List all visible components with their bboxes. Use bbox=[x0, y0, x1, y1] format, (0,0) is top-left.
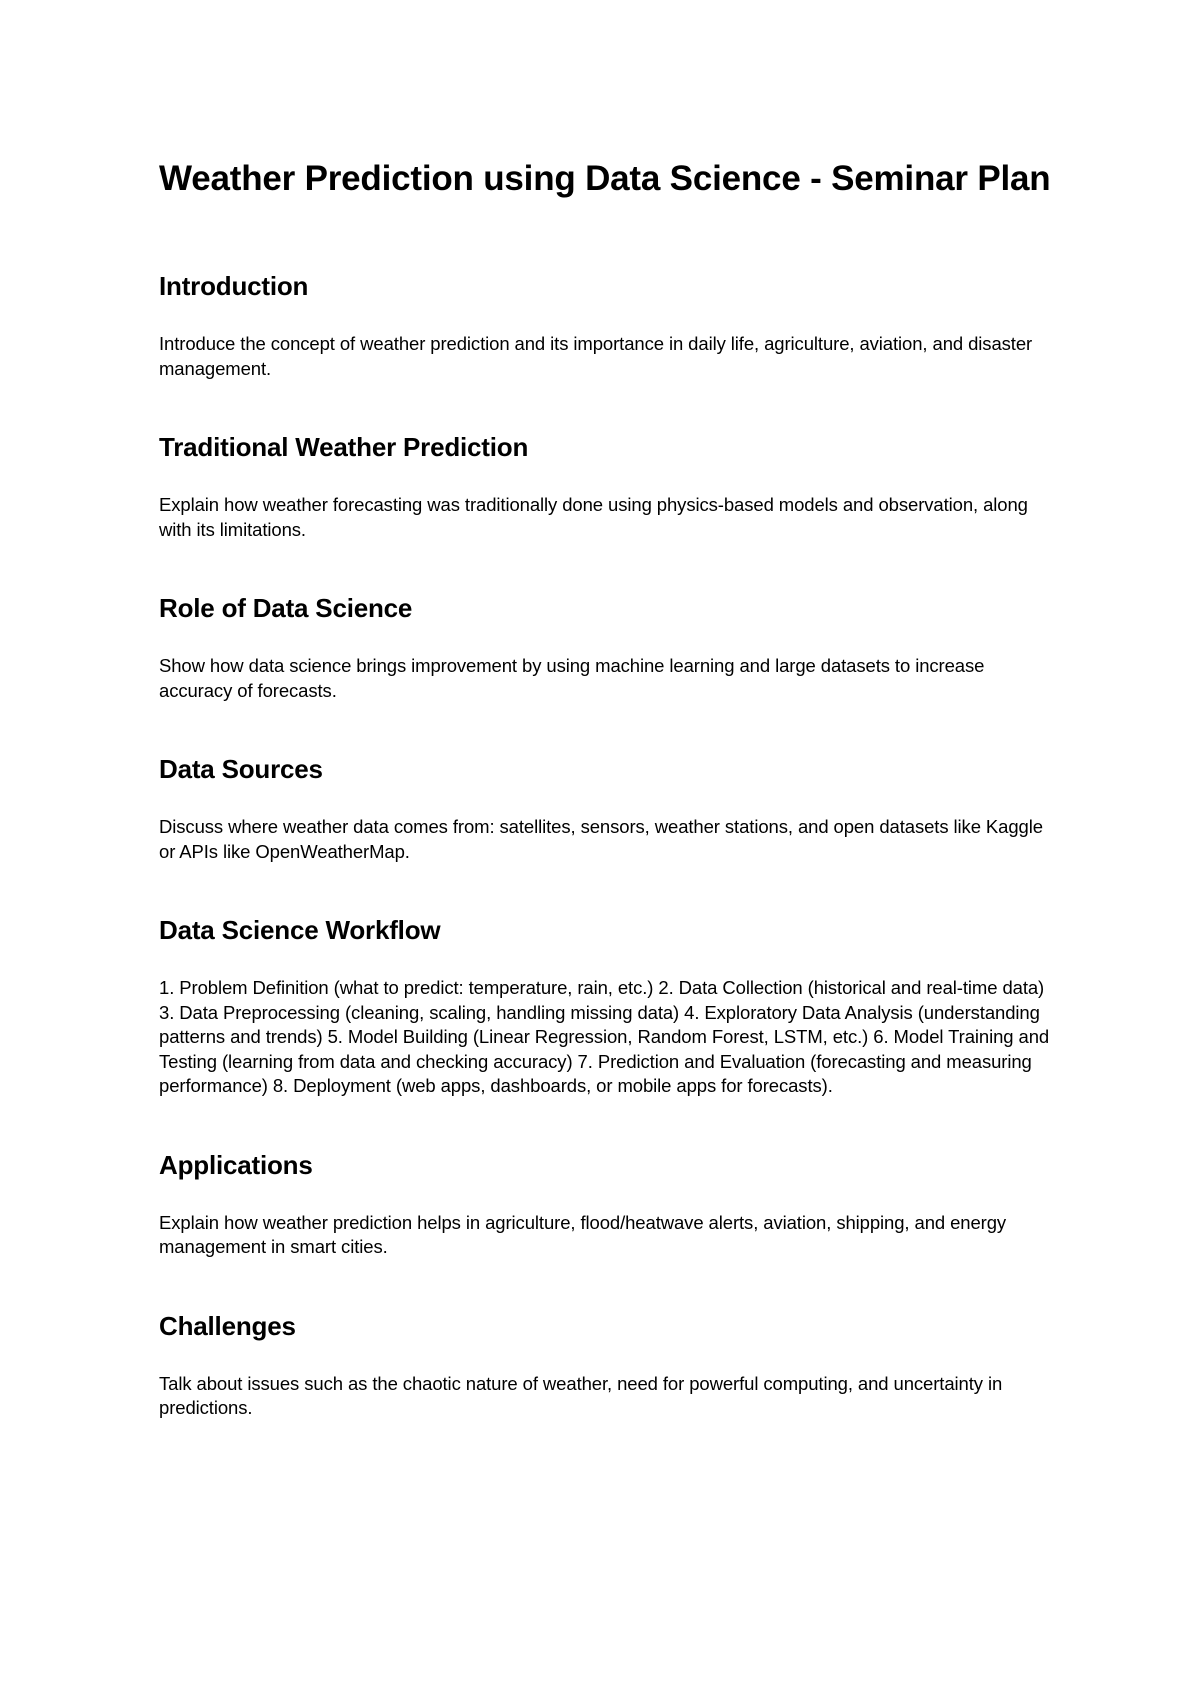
section-heading: Data Sources bbox=[159, 754, 323, 784]
section-heading: Challenges bbox=[159, 1310, 296, 1341]
section-heading: Data Science Workflow bbox=[159, 915, 441, 945]
section-body: Introduce the concept of weather prediction and its importance in daily life, agriculture, aviation, and disaster management. bbox=[159, 333, 1033, 379]
section-heading: Traditional Weather Prediction bbox=[159, 432, 529, 462]
section-body: Explain how weather forecasting was traditionally done using physics-based models and observation, along with its limitations. bbox=[159, 494, 1028, 540]
section-body: Explain how weather prediction helps in agriculture, flood/heatwave alerts, aviation, shipping, and energy management in smart cities. bbox=[159, 1211, 1007, 1257]
section-body: Talk about issues such as the chaotic nature of weather, need for powerful computing, and uncertainty in predictions. bbox=[159, 1372, 1003, 1418]
section-data-sources bbox=[159, 753, 1059, 864]
section-body: 1. Problem Definition (what to predict: temperature, rain, etc.) 2. Data Collection (historical and real-time data) 3. Data Preprocessing (cleaning, scaling, handling missing data) 4. Exploratory Data Analysis (understanding patterns and trends) 5. Model Building (Linear Regression, Random Forest, LSTM, etc.) 6. Model Training and Testing (learning from data and checking accuracy) 7. Prediction and Evaluation (forecasting and measuring performance) 8. Deployment (web apps, dashboards, or mobile apps for forecasts). bbox=[159, 977, 1050, 1096]
section-body: Show how data science brings improvement by using machine learning and large datasets to increase accuracy of forecasts. bbox=[159, 655, 985, 701]
section-role-of-data-science bbox=[159, 592, 1059, 703]
section-heading: Role of Data Science bbox=[159, 593, 413, 623]
section-heading: Applications bbox=[159, 1149, 313, 1180]
document-content bbox=[159, 156, 1059, 1421]
section-data-science-workflow bbox=[159, 914, 1059, 1099]
section-traditional-weather-prediction bbox=[159, 431, 1059, 542]
section-introduction bbox=[159, 270, 1059, 381]
document-title: Weather Prediction using Data Science - Seminar Plan bbox=[159, 159, 1051, 198]
section-body: Discuss where weather data comes from: satellites, sensors, weather stations, and open datasets like Kaggle or APIs like OpenWeatherMap. bbox=[159, 816, 1043, 862]
section-heading: Introduction bbox=[159, 271, 309, 301]
section-challenges bbox=[159, 1310, 1059, 1421]
section-applications bbox=[159, 1149, 1059, 1260]
